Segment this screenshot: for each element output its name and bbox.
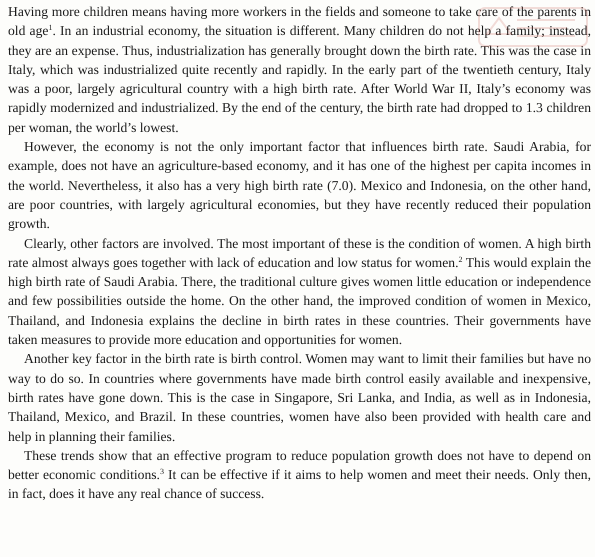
paragraph-text: Another key factor in the birth rate is birth control. Women may want to limit their families but have no way to do so. In countries where governments have made birth control easily available and inexpensive, birth rates have gone down. This is the case in Singapore, Sri Lanka, and India, as well as in Indonesia, Thailand, Mexico, and Brazil. In these countries, women have also been provided with health care and help in planning their families. bbox=[8, 351, 591, 444]
footnote-marker: 3 bbox=[159, 467, 164, 477]
paragraph-2 bbox=[8, 137, 591, 233]
paragraph-3 bbox=[8, 234, 591, 350]
paragraph-1 bbox=[8, 2, 591, 137]
paragraph-text: Clearly, other factors are involved. The most important of these is the condition of women. A high birth rate almost always goes together with lack of education and low status for women. bbox=[8, 235, 591, 270]
document-body bbox=[8, 2, 591, 504]
paragraph-4 bbox=[8, 349, 591, 445]
paragraph-text: Having more children means having more workers in the fields and someone to take care of the parents in old age bbox=[8, 4, 591, 39]
paragraph-text: It can be effective if it aims to help women and meet their needs. Only then, in fact, does it have any real chance of success. bbox=[8, 467, 591, 502]
footnote-marker: 2 bbox=[458, 254, 463, 264]
paragraph-text: However, the economy is not the only important factor that influences birth rate. Saudi Arabia, for example, does not have an agriculture-based economy, and it has one of the highest per capita incomes in the world. Nevertheless, it also has a very high birth rate (7.0). Mexico and Indonesia, on the other hand, are poor countries, with largely agricultural economies, but they have recently reduced their population growth. bbox=[8, 139, 591, 232]
paragraph-text: . In an industrial economy, the situation is different. Many children do not help a family; instead, they are an expense. Thus, industrialization has generally brought down the birth rate. This was the case in Italy, which was industrialized quite recently and rapidly. In the early part of the twentieth century, Italy was a poor, largely agricultural country with a high birth rate. After World War II, Italy’s economy was rapidly modernized and industrialized. By the end of the century, the birth rate had dropped to 1.3 children per woman, the world’s lowest. bbox=[8, 23, 591, 135]
paragraph-text: These trends show that an effective program to reduce population growth does not have to depend on better economic conditions. bbox=[8, 447, 591, 483]
footnote-marker: 1 bbox=[48, 23, 53, 33]
paragraph-5 bbox=[8, 446, 591, 504]
paragraph-text: This would explain the high birth rate of Saudi Arabia. There, the traditional culture gives women little education or independence and few possibilities outside the home. On the other hand, the improved condition of women in Mexico, Thailand, and Indonesia explains the decline in birth rates in these countries. Their governments have taken measures to provide more education and opportunities for women. bbox=[8, 254, 591, 348]
